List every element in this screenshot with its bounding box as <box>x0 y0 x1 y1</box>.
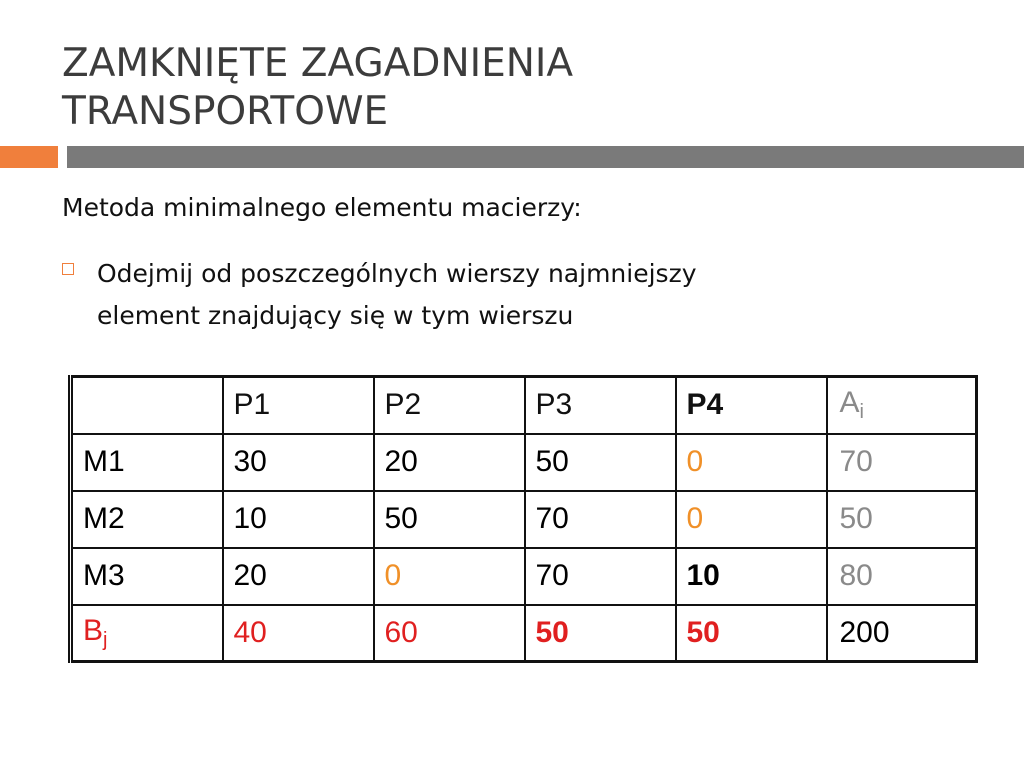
square-bullet-icon <box>62 263 74 275</box>
transport-table <box>68 375 978 663</box>
cell-m3-p4: 10 <box>676 548 827 605</box>
slide-title <box>62 40 573 136</box>
footer-label-b <box>71 605 223 662</box>
cell-m1-p1: 30 <box>223 434 374 491</box>
table-footer-row <box>71 605 977 662</box>
cell-m2-a: 50 <box>827 491 977 548</box>
bullet-text-line-1: Odejmij od poszczególnych wierszy najmniejszy <box>97 259 697 288</box>
cell-m2-p1: 10 <box>223 491 374 548</box>
cell-m1-a: 70 <box>827 434 977 491</box>
footer-b-p4: 50 <box>676 605 827 662</box>
cell-m2-p2: 50 <box>374 491 525 548</box>
title-rule <box>67 146 1024 168</box>
footer-b-index: j <box>103 628 108 651</box>
header-p1: P1 <box>223 377 374 434</box>
cell-m3-p2: 0 <box>374 548 525 605</box>
table-row <box>71 548 977 605</box>
cost-matrix <box>68 375 978 663</box>
bullet-text-line-2: element znajdujący się w tym wierszu <box>97 301 574 330</box>
footer-total: 200 <box>827 605 977 662</box>
title-line-2: TRANSPORTOWE <box>62 89 389 134</box>
title-rule-accent <box>0 146 58 168</box>
header-a <box>827 377 977 434</box>
subtitle: Metoda minimalnego elementu macierzy: <box>62 193 582 222</box>
header-a-label: A <box>839 386 860 420</box>
header-p4: P4 <box>676 377 827 434</box>
bullet-text <box>97 253 897 337</box>
cell-m1-p2: 20 <box>374 434 525 491</box>
cell-m2-p3: 70 <box>525 491 676 548</box>
cell-m2-p4: 0 <box>676 491 827 548</box>
cell-m1-p4: 0 <box>676 434 827 491</box>
cell-m1-p3: 50 <box>525 434 676 491</box>
row-label-m3: M3 <box>71 548 223 605</box>
cell-m3-p1: 20 <box>223 548 374 605</box>
table-row <box>71 434 977 491</box>
header-p3: P3 <box>525 377 676 434</box>
footer-b-p2: 60 <box>374 605 525 662</box>
cell-m3-a: 80 <box>827 548 977 605</box>
table-row <box>71 491 977 548</box>
title-line-1: ZAMKNIĘTE ZAGADNIENIA <box>62 41 574 86</box>
footer-b-p1: 40 <box>223 605 374 662</box>
row-label-m1: M1 <box>71 434 223 491</box>
footer-b-p3: 50 <box>525 605 676 662</box>
header-corner <box>71 377 223 434</box>
row-label-m2: M2 <box>71 491 223 548</box>
table-header-row <box>71 377 977 434</box>
footer-b-label: B <box>83 613 104 647</box>
header-a-index: i <box>859 401 864 424</box>
header-p2: P2 <box>374 377 525 434</box>
cell-m3-p3: 70 <box>525 548 676 605</box>
